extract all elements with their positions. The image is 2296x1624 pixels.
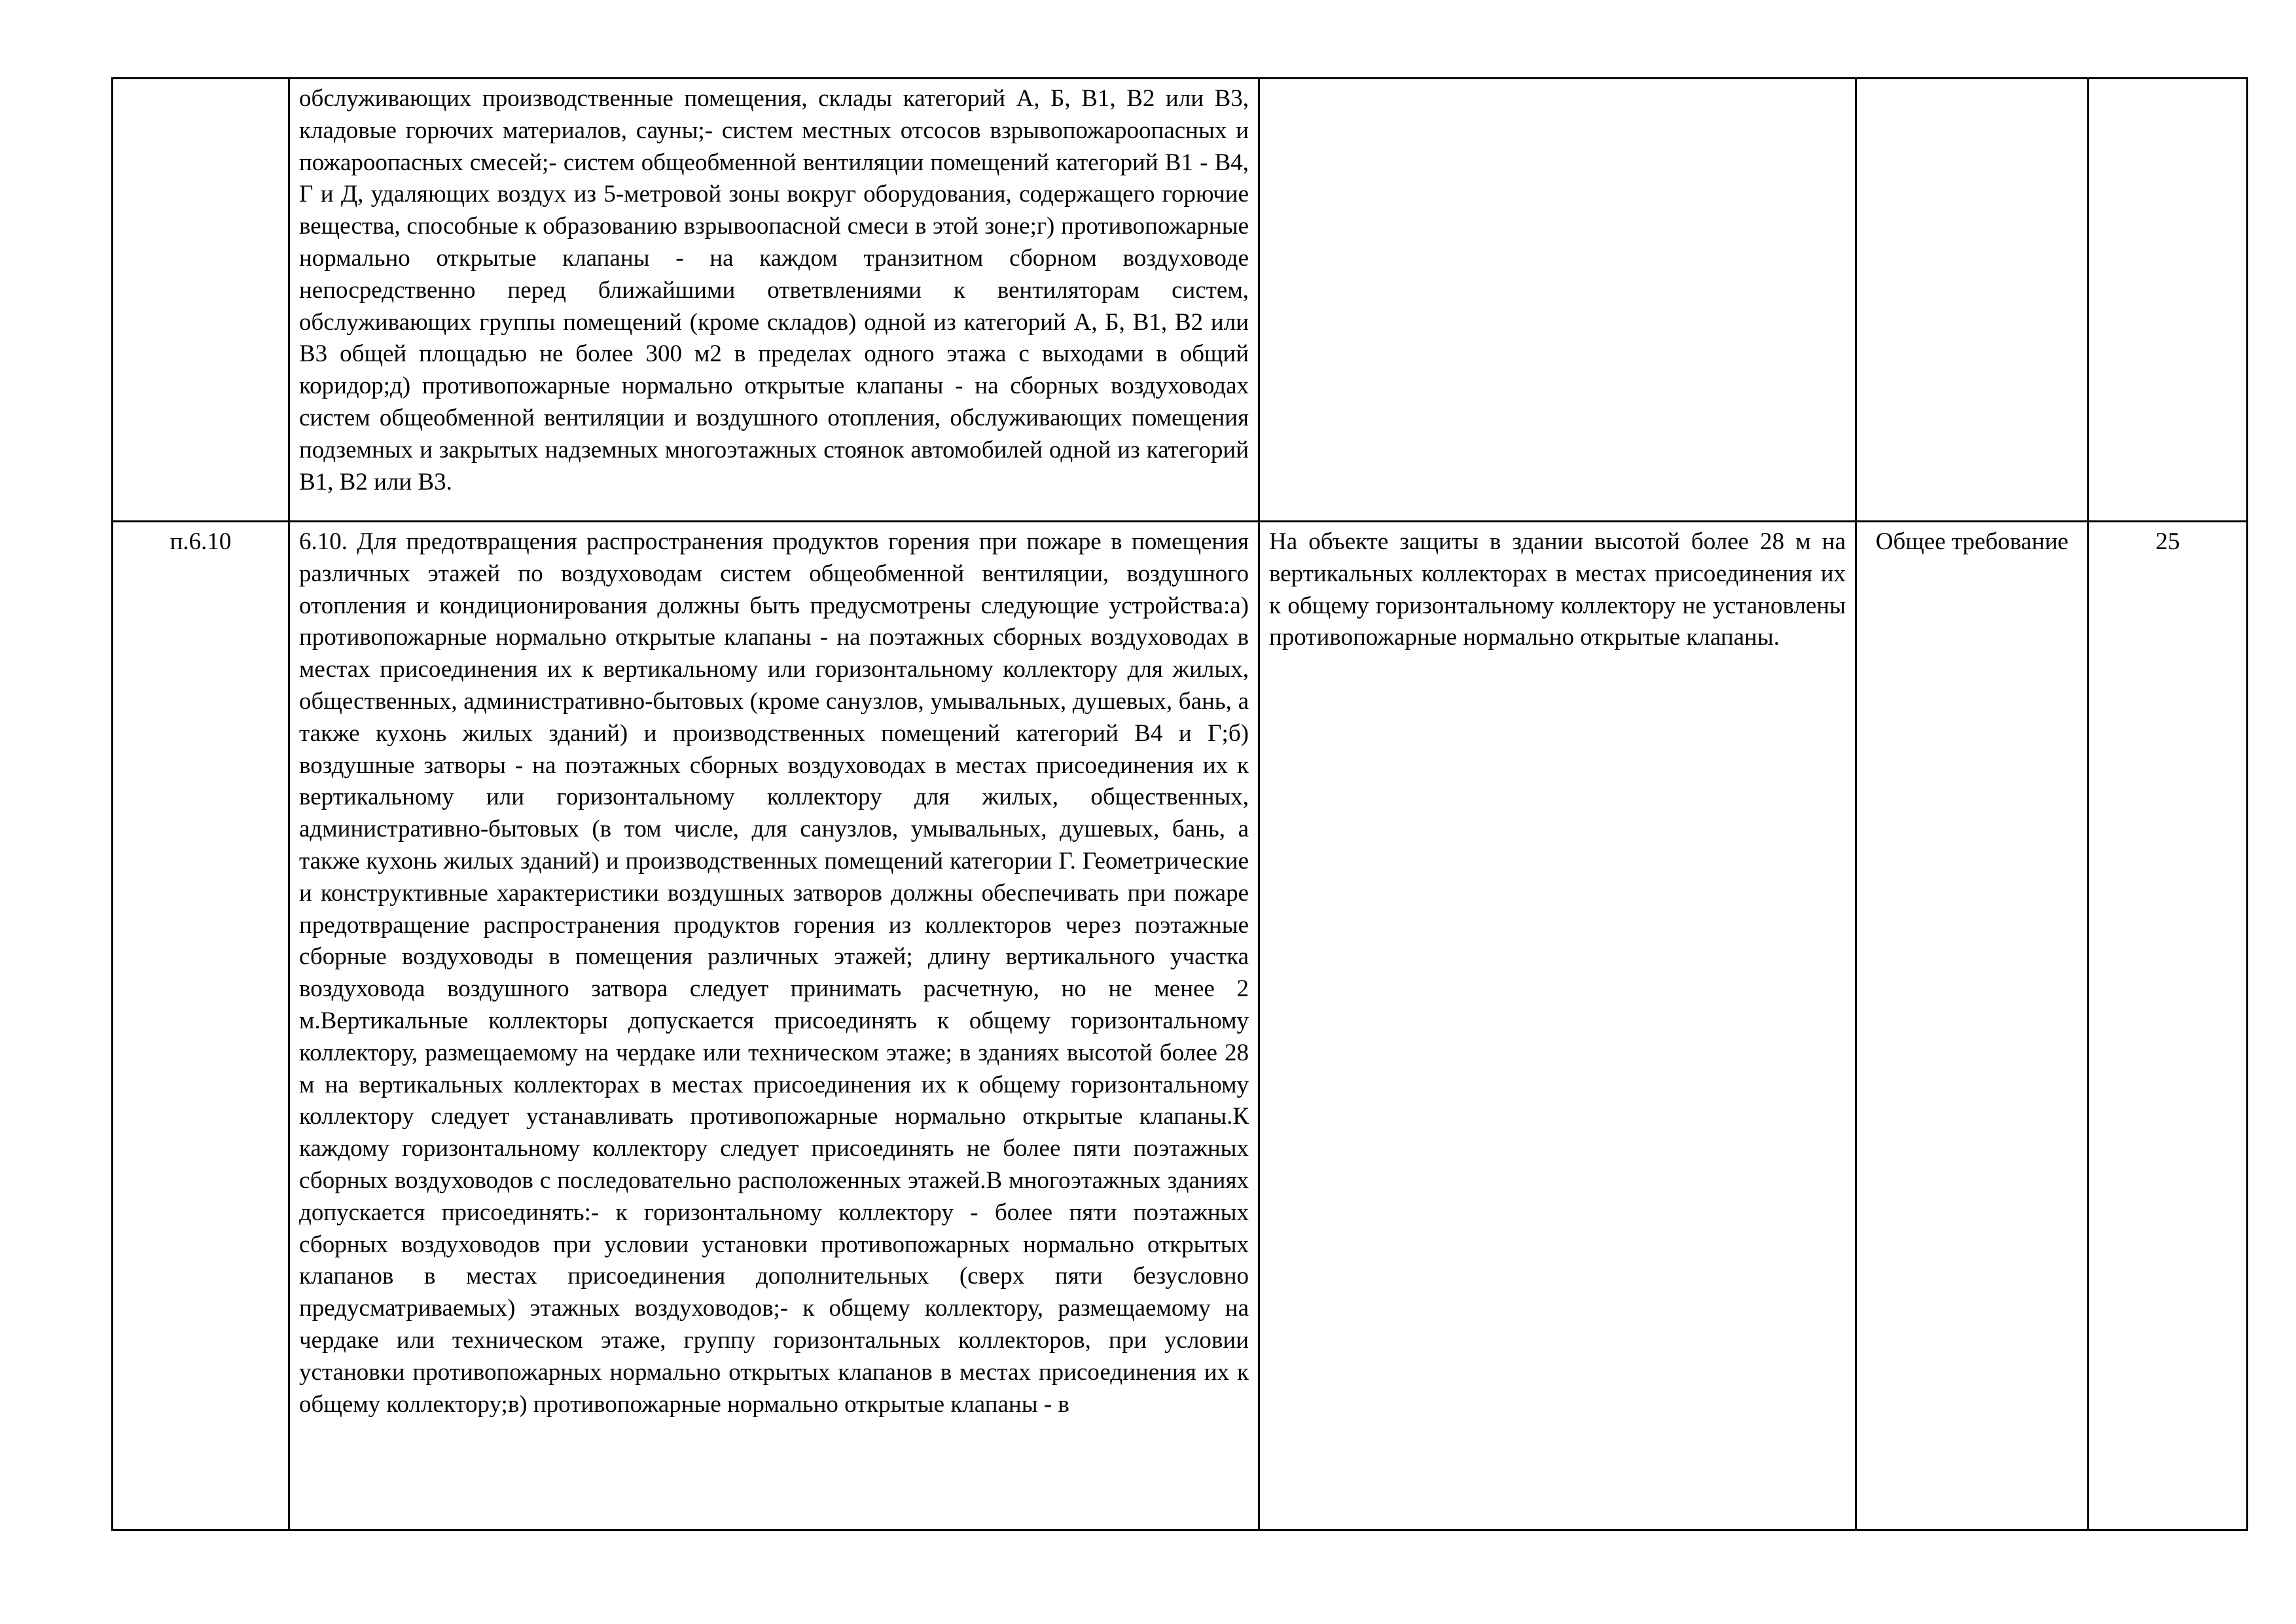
requirements-table xyxy=(111,77,2248,1531)
clause-ref-cell: п.6.10 xyxy=(113,522,289,1530)
requirement-text-cell: обслуживающих производственные помещения, склады категорий А, Б, В1, В2 или В3, кладовые горючих материалов, сауны;- систем местных отсосов взрывопожароопасных и пожароопасных смесей;- систем общеобменной вентиляции помещений категорий В1 - В4, Г и Д, удаляющих воздух из 5-метровой зоны вокруг оборудования, содержащего горючие вещества, способные к образованию взрывоопасной смеси в этой зоне;г) противопожарные нормально открытые клапаны - на каждом транзитном сборном воздуховоде непосредственно перед ближайшими ответвлениями к вентиляторам систем, обслуживающих группы помещений (кроме складов) одной из категорий А, Б, В1, В2 или В3 общей площадью не более 300 м2 в пределах одного этажа с выходами в общий коридор;д) противопожарные нормально открытые клапаны - на сборных воздуховодах систем общеобменной вентиляции и воздушного отопления, обслуживающих помещения подземных и закрытых надземных многоэтажных стоянок автомобилей одной из категорий В1, В2 или В3. xyxy=(289,79,1259,522)
table-row xyxy=(113,522,2248,1530)
requirement-type-cell: Общее требование xyxy=(1856,522,2089,1530)
requirement-text-cell: 6.10. Для предотвращения распространения продуктов горения при пожаре в помещения различных этажей по воздуховодам систем общеобменной вентиляции, воздушного отопления и кондиционирования должны быть предусмотрены следующие устройства:а) противопожарные нормально открытые клапаны - на поэтажных сборных воздуховодах в местах присоединения их к вертикальному или горизонтальному коллектору для жилых, общественных, административно-бытовых (кроме санузлов, умывальных, душевых, бань, а также кухонь жилых зданий) и производственных помещений категорий В4 и Г;б) воздушные затворы - на поэтажных сборных воздуховодах в местах присоединения их к вертикальному или горизонтальному коллектору для жилых, общественных, административно-бытовых (в том числе, для санузлов, умывальных, душевых, бань, а также кухонь жилых зданий) и производственных помещений категории Г. Геометрические и конструктивные характеристики воздушных затворов должны обеспечивать при пожаре предотвращение распространения продуктов горения из коллекторов через поэтажные сборные воздуховоды в помещения различных этажей; длину вертикального участка воздуховода воздушного затвора следует принимать расчетную, но не менее 2 м.Вертикальные коллекторы допускается присоединять к общему горизонтальному коллектору, размещаемому на чердаке или техническом этаже; в зданиях высотой более 28 м на вертикальных коллекторах в местах присоединения их к общему горизонтальному коллектору следует устанавливать противопожарные нормально открытые клапаны.К каждому горизонтальному коллектору следует присоединять не более пяти поэтажных сборных воздуховодов с последовательно расположенных этажей.В многоэтажных зданиях допускается присоединять:- к горизонтальному коллектору - более пяти поэтажных сборных воздуховодов при условии установки противопожарных нормально открытых клапанов в местах присоединения дополнительных (сверх пяти безусловно предусматриваемых) этажных воздуховодов;- к общему коллектору, размещаемому на чердаке или техническом этаже, группу горизонтальных коллекторов, при условии установки противопожарных нормально открытых клапанов в местах присоединения их к общему коллектору;в) противопожарные нормально открытые клапаны - в xyxy=(289,522,1259,1530)
item-number-cell: 25 xyxy=(2089,522,2248,1530)
violation-text-cell: На объекте защиты в здании высотой более 28 м на вертикальных коллекторах в местах присоединения их к общему горизонтальному коллектору не установлены противопожарные нормально открытые клапаны. xyxy=(1259,522,1856,1530)
requirement-type-cell xyxy=(1856,79,2089,522)
violation-text-cell xyxy=(1259,79,1856,522)
table-row xyxy=(113,79,2248,522)
item-number-cell xyxy=(2089,79,2248,522)
clause-ref-cell xyxy=(113,79,289,522)
